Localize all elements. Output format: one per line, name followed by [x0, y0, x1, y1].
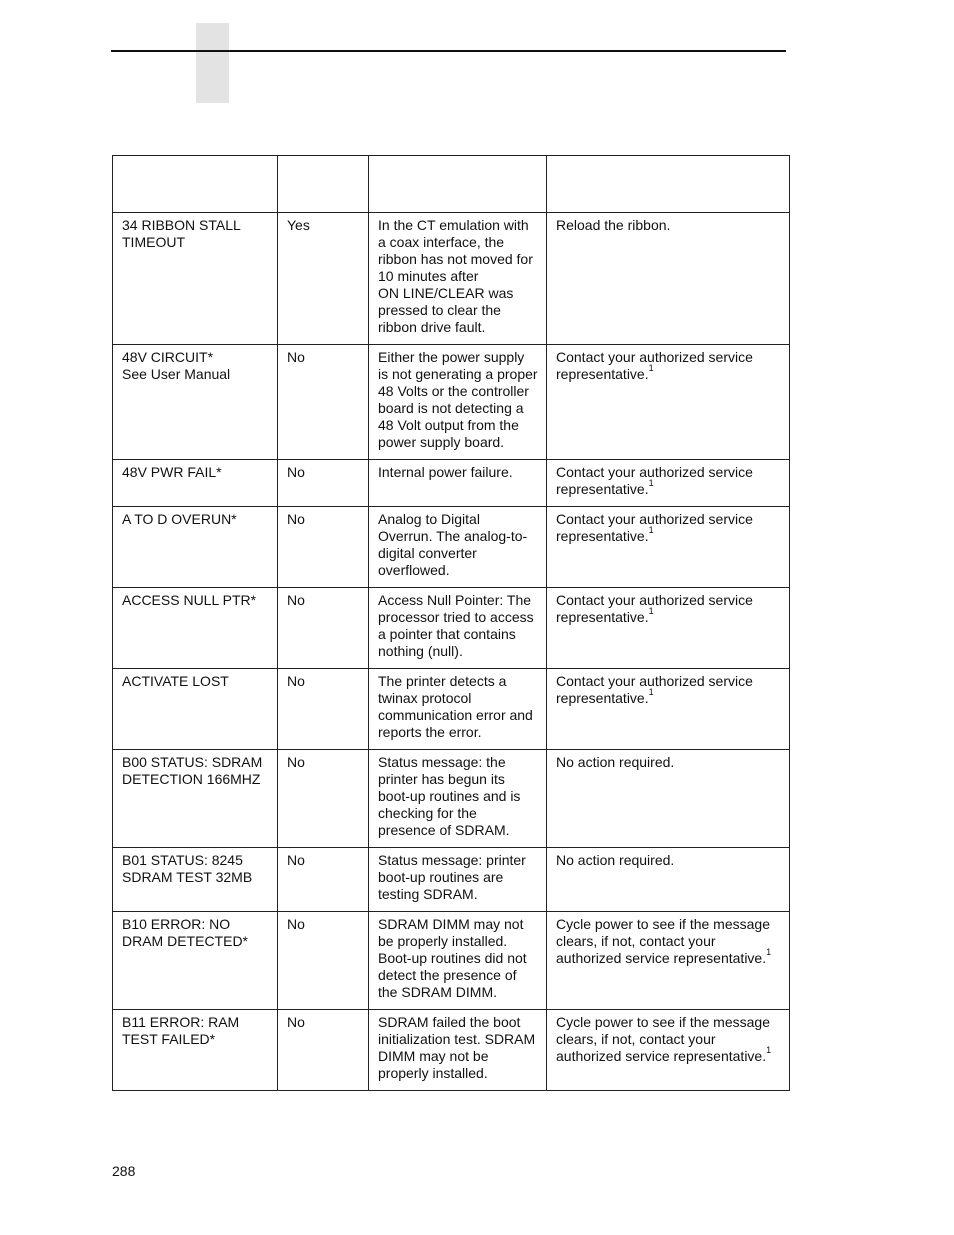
- table-row: [113, 345, 790, 460]
- displayed-cell: No: [278, 588, 369, 669]
- explanation-cell: SDRAM DIMM may not be properly installed. Boot-up routines did not detect the presence of the SDRAM DIMM.: [369, 912, 547, 1010]
- table-row: [113, 669, 790, 750]
- explanation-cell: Status message: printer boot-up routines are testing SDRAM.: [369, 848, 547, 912]
- action-text: Reload the ribbon.: [556, 217, 671, 233]
- footnote-marker: 1: [766, 1045, 772, 1056]
- explanation-cell: SDRAM failed the boot initialization test. SDRAM DIMM may not be properly installed.: [369, 1010, 547, 1091]
- page-number: 288: [112, 1163, 136, 1179]
- displayed-cell: No: [278, 750, 369, 848]
- action-text: No action required.: [556, 852, 675, 868]
- column-header-explanation: [369, 156, 547, 213]
- explanation-cell: Status message: the printer has begun its boot-up routines and is checking for the presence of SDRAM.: [369, 750, 547, 848]
- displayed-cell: No: [278, 669, 369, 750]
- explanation-cell: Analog to Digital Overrun. The analog-to-digital converter overflowed.: [369, 507, 547, 588]
- action-cell: [547, 1010, 790, 1091]
- action-text: Contact your authorized service representative.: [556, 511, 753, 544]
- message-cell: ACTIVATE LOST: [113, 669, 278, 750]
- header-rule: [111, 50, 786, 52]
- action-cell: [547, 669, 790, 750]
- message-cell: A TO D OVERUN*: [113, 507, 278, 588]
- action-cell: [547, 750, 790, 848]
- displayed-cell: No: [278, 848, 369, 912]
- explanation-cell: The printer detects a twinax protocol communication error and reports the error.: [369, 669, 547, 750]
- action-cell: [547, 345, 790, 460]
- table-row: [113, 1010, 790, 1091]
- action-text: Contact your authorized service representative.: [556, 592, 753, 625]
- message-cell: B00 STATUS: SDRAM DETECTION 166MHZ: [113, 750, 278, 848]
- message-cell: ACCESS NULL PTR*: [113, 588, 278, 669]
- action-text: Contact your authorized service representative.: [556, 349, 753, 382]
- explanation-cell: Internal power failure.: [369, 460, 547, 507]
- message-cell: 34 RIBBON STALL TIMEOUT: [113, 213, 278, 345]
- footnote-marker: 1: [648, 363, 654, 374]
- footnote-marker: 1: [766, 947, 772, 958]
- action-cell: [547, 460, 790, 507]
- table-row: [113, 588, 790, 669]
- displayed-cell: No: [278, 345, 369, 460]
- action-cell: [547, 848, 790, 912]
- action-cell: [547, 213, 790, 345]
- action-cell: [547, 507, 790, 588]
- table-row: [113, 750, 790, 848]
- table-row: [113, 460, 790, 507]
- displayed-cell: Yes: [278, 213, 369, 345]
- table-row: [113, 213, 790, 345]
- action-cell: [547, 588, 790, 669]
- footnote-marker: 1: [648, 478, 654, 489]
- table-row: [113, 912, 790, 1010]
- action-text: Cycle power to see if the message clears, if not, contact your authorized service representative.: [556, 1014, 770, 1064]
- table-row: [113, 507, 790, 588]
- column-header-message: [113, 156, 278, 213]
- explanation-cell: In the CT emulation with a coax interface, the ribbon has not moved for 10 minutes after ON LINE/CLEAR was pressed to clear the ribbon drive fault.: [369, 213, 547, 345]
- table-header-row: [113, 156, 790, 213]
- footnote-marker: 1: [648, 687, 654, 698]
- action-text: No action required.: [556, 754, 675, 770]
- message-cell: B01 STATUS: 8245 SDRAM TEST 32MB: [113, 848, 278, 912]
- displayed-cell: No: [278, 1010, 369, 1091]
- message-cell: B10 ERROR: NO DRAM DETECTED*: [113, 912, 278, 1010]
- displayed-cell: No: [278, 507, 369, 588]
- message-cell: B11 ERROR: RAM TEST FAILED*: [113, 1010, 278, 1091]
- footnote-marker: 1: [648, 606, 654, 617]
- explanation-cell: Access Null Pointer: The processor tried to access a pointer that contains nothing (null).: [369, 588, 547, 669]
- chapter-tab: [196, 23, 229, 103]
- action-cell: [547, 912, 790, 1010]
- column-header-displayed: [278, 156, 369, 213]
- explanation-cell: Either the power supply is not generating a proper 48 Volts or the controller board is not detecting a 48 Volt output from the power supply board.: [369, 345, 547, 460]
- displayed-cell: No: [278, 912, 369, 1010]
- error-message-table: [112, 155, 790, 1091]
- action-text: Contact your authorized service representative.: [556, 464, 753, 497]
- footnote-marker: 1: [648, 525, 654, 536]
- table-row: [113, 848, 790, 912]
- message-cell: 48V CIRCUIT* See User Manual: [113, 345, 278, 460]
- displayed-cell: No: [278, 460, 369, 507]
- column-header-solution: [547, 156, 790, 213]
- action-text: Cycle power to see if the message clears, if not, contact your authorized service representative.: [556, 916, 770, 966]
- message-cell: 48V PWR FAIL*: [113, 460, 278, 507]
- action-text: Contact your authorized service representative.: [556, 673, 753, 706]
